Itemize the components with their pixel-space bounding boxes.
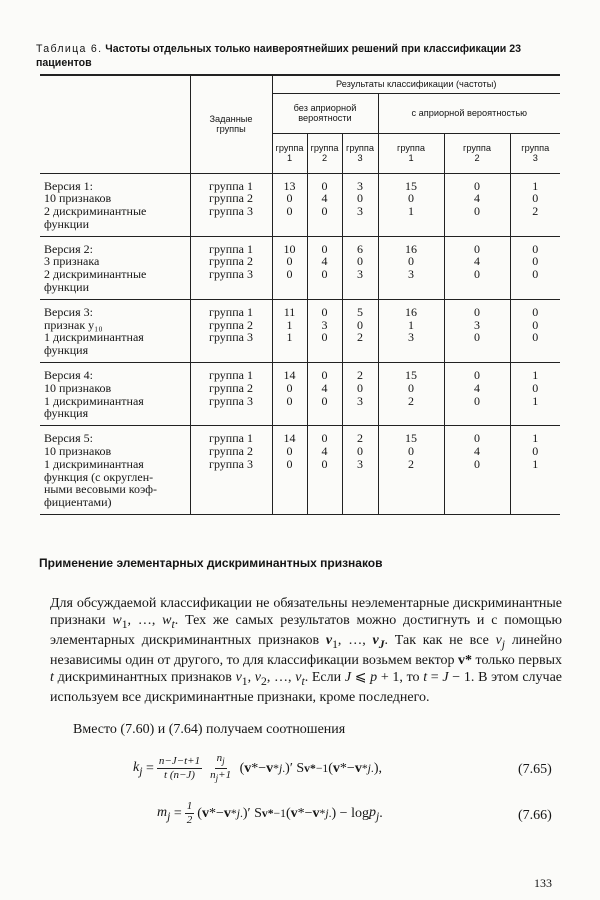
frequency-value: 4: [321, 380, 328, 395]
frequency-value: 0: [474, 178, 480, 193]
frequency-value: 15: [405, 178, 417, 193]
frequency-cell: [307, 236, 342, 299]
frequency-cell: [444, 299, 510, 362]
frequency-cell: [272, 173, 307, 236]
version-line: функции: [44, 280, 89, 295]
frequency-cell: [510, 426, 560, 515]
frequency-value: 16: [405, 304, 417, 319]
given-group-label: группа 1: [209, 178, 253, 193]
paragraph-1-part4: линейно независимы один от другого, то для классификации возьмем вектор: [50, 632, 562, 669]
caption-label: Таблица 6.: [36, 43, 103, 55]
frequency-value: 16: [405, 241, 417, 256]
version-description: [40, 426, 190, 515]
page-number: 133: [534, 876, 552, 890]
header-group-number: 2: [474, 153, 480, 163]
equation-7-66: $m_j$ = $\frac{1}{2}$ ( v *− v * j. )′ S v* −1 ( v *− v * j. ) − log $p_j$ .: [157, 800, 383, 826]
frequency-value: 0: [474, 304, 480, 319]
header-group-label: группа: [345, 142, 374, 153]
frequency-value: 0: [532, 304, 539, 319]
paragraph-1-part2: . Тех же самых результатов можно достигнуть и с помощью элементарных дискриминантных признаков: [50, 612, 562, 648]
frequency-value: 15: [405, 431, 417, 446]
given-group-label: группа 1: [209, 304, 253, 319]
frequency-value: 0: [286, 456, 293, 471]
header-group-4: [378, 133, 444, 173]
frequency-value: 0: [321, 267, 328, 282]
table-row: [40, 236, 560, 299]
header-group-number: 3: [357, 153, 363, 163]
frequency-cell: [342, 236, 378, 299]
frequency-value: 0: [321, 178, 328, 193]
frequency-table: [40, 74, 560, 515]
frequency-value: 0: [321, 456, 328, 471]
equation-7-65: $k_j$ = $\frac{n-J-t+1}{t (n-J)}$ $\frac{n_j}{n_j+1}$ ( v *− v * j. )′ S v* −1 ( v *− v * j. ),: [133, 752, 382, 784]
table-row: [40, 363, 560, 426]
frequency-value: 0: [532, 254, 539, 269]
frequency-cell: [307, 299, 342, 362]
frequency-value: 0: [474, 456, 480, 471]
paragraph-1-part6: дискриминантных признаков: [53, 669, 236, 685]
frequency-value: 15: [405, 368, 417, 383]
frequency-value: 3: [357, 267, 363, 282]
version-line: Версия 5:: [44, 431, 93, 446]
frequency-value: 0: [321, 393, 328, 408]
frequency-value: 0: [357, 254, 363, 269]
table-row: [40, 299, 560, 362]
version-line: 10 признаков: [44, 444, 112, 459]
frequency-value: 4: [474, 254, 480, 269]
frequency-value: 2: [408, 456, 414, 471]
given-group-label: группа 3: [209, 393, 253, 408]
equation-number-7-66: (7.66): [518, 808, 552, 823]
frequency-value: 5: [357, 304, 363, 319]
frequency-value: 1: [286, 317, 293, 332]
frequency-value: 1: [286, 330, 293, 345]
frequency-value: 0: [474, 393, 480, 408]
frequency-value: 0: [474, 267, 480, 282]
frequency-value: 11: [283, 304, 296, 319]
frequency-value: 3: [357, 456, 363, 471]
frequency-value: 1: [532, 393, 539, 408]
frequency-value: 0: [321, 241, 328, 256]
frequency-value: 0: [321, 204, 328, 219]
frequency-value: 14: [283, 368, 296, 383]
version-line: 1 дискриминантная: [44, 456, 144, 471]
frequency-value: 0: [532, 191, 539, 206]
given-groups: [190, 299, 272, 362]
header-group-label: группа: [462, 142, 491, 153]
frequency-value: 2: [532, 204, 539, 219]
frequency-value: 0: [408, 254, 414, 269]
given-group-label: группа 3: [209, 330, 253, 345]
version-description: [40, 363, 190, 426]
frequency-value: 0: [474, 204, 480, 219]
frequency-value: 0: [321, 304, 328, 319]
table-caption: [36, 42, 566, 70]
frequency-value: 0: [357, 444, 363, 459]
frequency-cell: [342, 173, 378, 236]
version-line: Версия 3:: [44, 304, 93, 319]
frequency-cell: [378, 426, 444, 515]
table-row: [40, 173, 560, 236]
header-group-6: [510, 133, 560, 173]
caption-text: Частоты отдельных только наивероятнейших решений при классификации 23 пациентов: [36, 43, 521, 69]
frequency-value: 0: [532, 330, 539, 345]
frequency-value: 3: [357, 178, 363, 193]
version-line: 1 дискриминантная: [44, 330, 144, 345]
header-group-number: 2: [321, 153, 328, 163]
frequency-value: 0: [286, 254, 293, 269]
frequency-value: 0: [474, 241, 480, 256]
given-groups: [190, 173, 272, 236]
frequency-value: 1: [408, 317, 414, 332]
frequency-value: 0: [532, 444, 539, 459]
frequency-value: 1: [532, 368, 539, 383]
frequency-cell: [272, 363, 307, 426]
version-line: 2 дискриминантные: [44, 204, 147, 219]
frequency-cell: [342, 426, 378, 515]
frequency-cell: [378, 173, 444, 236]
frequency-value: 3: [357, 393, 363, 408]
frequency-value: 0: [474, 368, 480, 383]
given-groups: [190, 363, 272, 426]
frequency-value: 0: [474, 330, 480, 345]
frequency-cell: [272, 236, 307, 299]
frequency-value: 3: [321, 317, 328, 332]
header-group-number: 1: [286, 153, 293, 163]
frequency-cell: [444, 363, 510, 426]
header-group-5: [444, 133, 510, 173]
given-groups: [190, 426, 272, 515]
frequency-value: 3: [474, 317, 480, 332]
frequency-value: 4: [474, 380, 480, 395]
frequency-cell: [342, 363, 378, 426]
frequency-cell: [307, 363, 342, 426]
frequency-value: 0: [321, 330, 328, 345]
header-given-groups: Заданные группы: [190, 75, 272, 173]
frequency-value: 10: [283, 241, 296, 256]
version-line: ными весовыми коэф-: [44, 482, 158, 497]
frequency-value: 4: [321, 254, 328, 269]
given-group-label: группа 1: [209, 368, 253, 383]
version-line: 3 признака: [44, 254, 100, 269]
frequency-value: 14: [283, 431, 296, 446]
frequency-value: 0: [357, 317, 363, 332]
given-group-label: группа 3: [209, 456, 253, 471]
frequency-cell: [444, 173, 510, 236]
version-line: 10 признаков: [44, 380, 112, 395]
frequency-value: 4: [321, 191, 328, 206]
frequency-value: 2: [408, 393, 414, 408]
frequency-cell: [378, 236, 444, 299]
given-group-label: группа 1: [209, 431, 253, 446]
version-line: Версия 2:: [44, 241, 93, 256]
frequency-cell: [510, 363, 560, 426]
frequency-value: 4: [474, 444, 480, 459]
header-group-label: группа: [275, 142, 304, 153]
version-line: 1 дискриминантная: [44, 393, 144, 408]
header-group-label: группа: [521, 142, 550, 153]
frequency-value: 0: [408, 380, 414, 395]
given-group-label: группа 1: [209, 241, 253, 256]
frequency-cell: [272, 426, 307, 515]
version-line: Версия 4:: [44, 368, 93, 383]
version-line: 10 признаков: [44, 191, 112, 206]
frequency-value: 1: [532, 431, 539, 446]
paragraph-1-part9: . В этом случае используем все дискриминантные признаки, кроме последнего.: [50, 669, 563, 705]
equation-number-7-65: (7.65): [518, 762, 552, 777]
frequency-cell: [510, 299, 560, 362]
frequency-value: 1: [532, 178, 539, 193]
version-description: [40, 173, 190, 236]
header-group-2: [307, 133, 342, 173]
frequency-value: 0: [408, 444, 414, 459]
given-group-label: группа 3: [209, 267, 253, 282]
given-groups: [190, 236, 272, 299]
header-results: Результаты классификации (частоты): [272, 75, 560, 93]
given-group-label: группа 2: [209, 254, 253, 269]
frequency-cell: [378, 299, 444, 362]
frequency-cell: [444, 236, 510, 299]
given-group-label: группа 2: [209, 444, 253, 459]
frequency-value: 4: [474, 191, 480, 206]
paragraph-1-part5: только первых: [472, 653, 562, 669]
paragraph-1-part3: . Так как не все: [384, 632, 496, 648]
frequency-value: 3: [408, 330, 414, 345]
frequency-value: 0: [532, 267, 539, 282]
version-line: функция: [44, 406, 89, 421]
header-group-label: группа: [310, 142, 339, 153]
header-group-label: группа: [396, 142, 425, 153]
paragraph-2: Вместо (7.60) и (7.64) получаем соотношения: [73, 722, 346, 737]
version-line: 2 дискриминантные: [44, 267, 147, 282]
frequency-value: 1: [408, 204, 414, 219]
version-line: функция (с округлен-: [44, 469, 154, 484]
header-group-3: [342, 133, 378, 173]
frequency-value: 0: [532, 241, 539, 256]
paragraph-1: Для обсуждаемой классификации не обязательны неэлементарные дискриминантные признаки $w_1$, …, $w_t$. Тех же самых результатов можно достигнуть и с помощью элементарных дискриминантных признаков $v_1$, …, $v_J$. Так как не все $v_j$ линейно независимы один от другого, то для классификации возьмем вектор v* только первых t дискриминантных признаков $v_1$, $v_2$, …, $v_t$. Если J ⩽ p + 1, то t = J − 1. В этом случае используем все дискриминантные признаки, кроме последнего.: [50, 596, 563, 705]
header-version: [40, 75, 190, 173]
version-line: функции: [44, 216, 89, 231]
version-description: [40, 299, 190, 362]
frequency-value: 0: [286, 204, 293, 219]
paragraph-1-part7: . Если: [304, 669, 345, 685]
given-group-label: группа 2: [209, 317, 253, 332]
frequency-value: 0: [357, 380, 363, 395]
header-group-1: [272, 133, 307, 173]
frequency-cell: [307, 426, 342, 515]
version-line: функция: [44, 343, 89, 358]
header-without-prior: без априорной вероятности: [272, 93, 378, 133]
frequency-value: 0: [286, 444, 293, 459]
section-heading: Применение элементарных дискриминантных признаков: [39, 556, 383, 570]
header-group-number: 3: [532, 153, 538, 163]
frequency-value: 2: [357, 330, 363, 345]
frequency-cell: [378, 363, 444, 426]
version-line: признак y₁₀: [44, 317, 103, 332]
frequency-value: 4: [321, 444, 328, 459]
paragraph-1-part1: Для обсуждаемой классификации не обязательны неэлементарные дискриминантные признаки: [50, 596, 562, 628]
frequency-value: 0: [408, 191, 414, 206]
header-with-prior: с априорной вероятностью: [378, 93, 560, 133]
frequency-value: 0: [357, 191, 363, 206]
frequency-cell: [272, 299, 307, 362]
frequency-value: 0: [321, 431, 328, 446]
frequency-value: 13: [283, 178, 296, 193]
frequency-value: 0: [532, 380, 539, 395]
table-row: [40, 426, 560, 515]
given-group-label: группа 2: [209, 191, 253, 206]
frequency-value: 2: [357, 368, 363, 383]
frequency-value: 3: [357, 204, 363, 219]
frequency-value: 3: [408, 267, 414, 282]
frequency-value: 0: [286, 393, 293, 408]
frequency-value: 0: [321, 368, 328, 383]
frequency-value: 0: [286, 380, 293, 395]
frequency-cell: [307, 173, 342, 236]
frequency-cell: [510, 173, 560, 236]
frequency-value: 0: [532, 317, 539, 332]
version-line: фициентами): [44, 495, 112, 510]
version-description: [40, 236, 190, 299]
frequency-value: 0: [286, 267, 293, 282]
frequency-cell: [444, 426, 510, 515]
frequency-value: 1: [532, 456, 539, 471]
paragraph-1-part8: , то: [399, 669, 424, 685]
frequency-value: 0: [286, 191, 293, 206]
frequency-value: 2: [357, 431, 363, 446]
frequency-cell: [510, 236, 560, 299]
header-group-number: 1: [408, 153, 414, 163]
frequency-cell: [342, 299, 378, 362]
given-group-label: группа 2: [209, 380, 253, 395]
frequency-value: 0: [474, 431, 480, 446]
given-group-label: группа 3: [209, 204, 253, 219]
version-line: Версия 1:: [44, 178, 93, 193]
frequency-value: 6: [357, 241, 363, 256]
